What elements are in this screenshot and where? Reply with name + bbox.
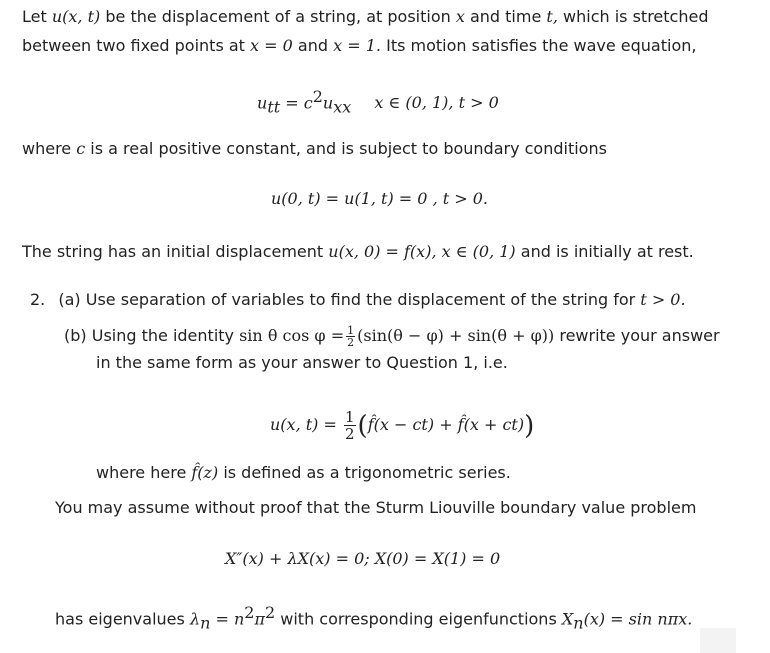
intro-line-2: between two fixed points at x = 0 and x = 1. Its motion satisfies the wave equation,: [22, 36, 697, 55]
sturm-liouville-equation: X″(x) + λX(x) = 0; X(0) = X(1) = 0: [225, 549, 501, 568]
eigenvalues-line: has eigenvalues $\lambda_n = n^2\pi^2$ with corresponding eigenfunctions $X_n(x) = \sin n\pi x$.: [55, 603, 693, 633]
one-half-fraction: $\frac{1}{2}$: [345, 408, 355, 443]
initial-displacement-line: The string has an initial displacement u(x, 0) = f(x), x ∈ (0, 1) and is initially at rest.: [22, 242, 694, 261]
question-2b: (b) Using the identity sin θ cos φ = $\frac{1}{2}$ (sin(θ − φ) + sin(θ + φ)) rewrite your answer: [64, 324, 720, 349]
left-paren: (: [357, 411, 368, 441]
question-2b-continued: in the same form as your answer to Question 1, i.e.: [96, 353, 508, 372]
intro-line-1: Let u(x, t) be the displacement of a string, at position x and time t, which is stretched: [22, 7, 709, 26]
corner-overlay-box: [700, 628, 736, 653]
assume-line: You may assume without proof that the Sturm Liouville boundary value problem: [55, 498, 697, 517]
where-c-line: where c is a real positive constant, and is subject to boundary conditions: [22, 139, 607, 158]
half-fraction: $\frac{1}{2}$: [347, 324, 355, 349]
dalembert-solution: u(x, t) = $\frac{1}{2}$ (f̂(x − ct) + f̂(x + ct)): [270, 408, 535, 443]
boundary-conditions: u(0, t) = u(1, t) = 0 , t > 0.: [271, 189, 489, 208]
wave-equation: $u_{tt} = c^2u_{xx}$ x ∈ (0, 1), t > 0: [257, 87, 499, 117]
where-here-line: where here f̂(z) is defined as a trigonometric series.: [96, 463, 511, 482]
question-2a: 2. (a) Use separation of variables to find the displacement of the string for t > 0.: [30, 290, 686, 309]
right-paren: ): [524, 411, 535, 441]
